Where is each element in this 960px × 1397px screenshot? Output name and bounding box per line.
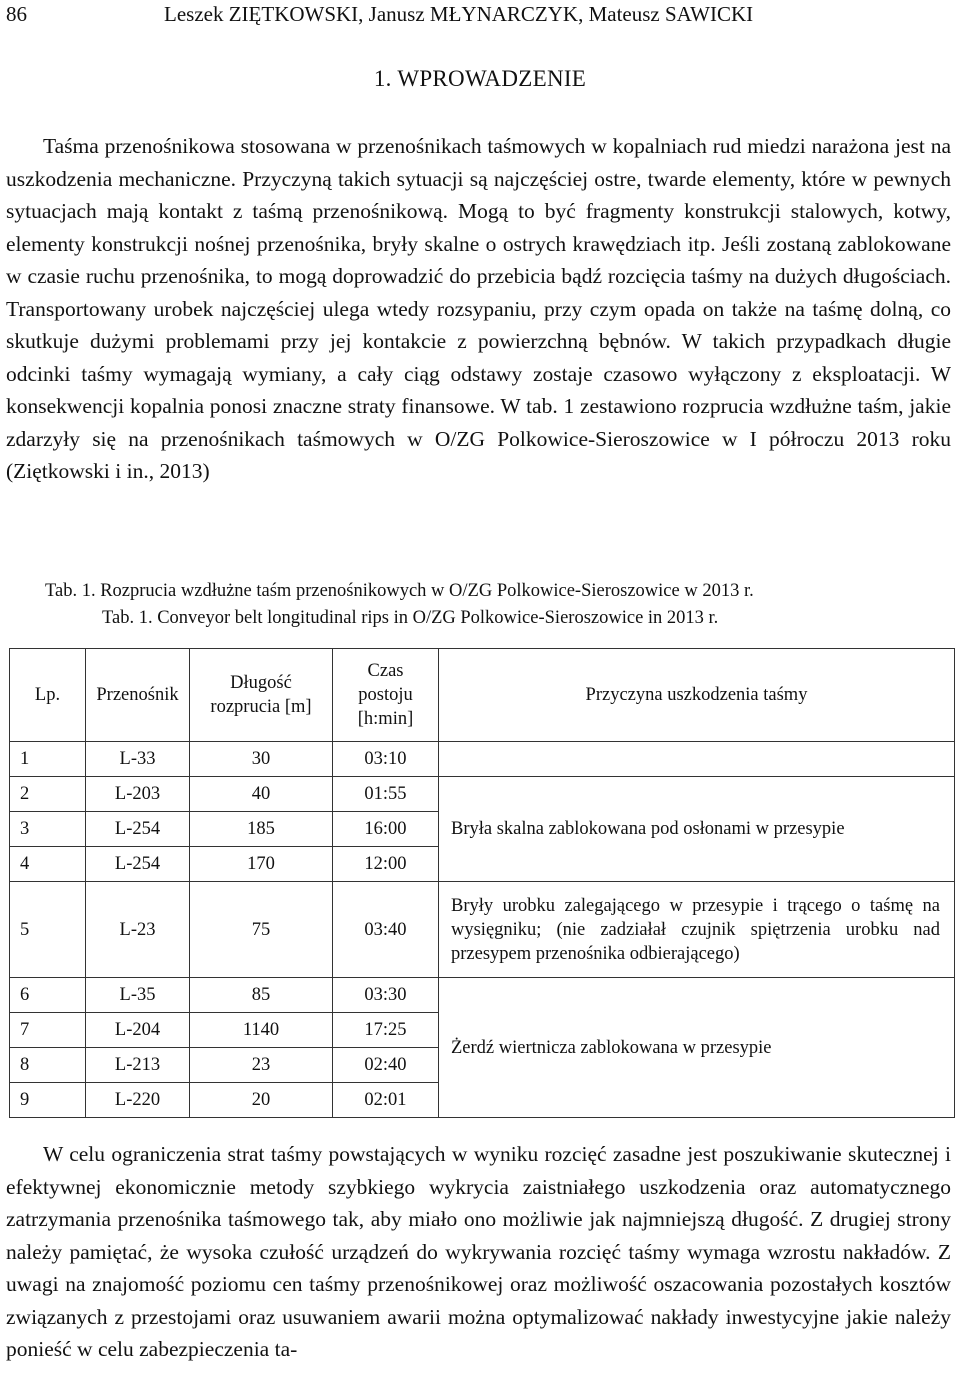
header-length-line2: rozprucia [m] <box>210 697 312 717</box>
cell-length: 40 <box>190 777 333 812</box>
cell-length: 23 <box>190 1048 333 1083</box>
page-number: 86 <box>6 2 27 26</box>
cell-conveyor: L-23 <box>86 882 190 978</box>
table-row <box>10 742 955 777</box>
table-row <box>10 882 955 978</box>
cell-downtime: 01:55 <box>333 777 439 812</box>
cell-lp: 4 <box>10 847 86 882</box>
section-heading: 1. WPROWADZENIE <box>373 66 587 91</box>
conclusion-paragraph: W celu ograniczenia strat taśmy powstających w wyniku rozcięć zasadne jest poszukiwanie skutecznej i efektywnej ekonomicznie metody szybkiego wykrycia zaistniałego uszkodzenia oraz automatycznego zatrzymania przenośnika taśmowego tak, aby miało ono możliwie jak najmniejszą długość. Z drugiej strony należy pamiętać, że wysoka czułość urządzeń do wykrywania rozcięć taśmy wymaga wzrostu nakładów. Z uwagi na znajomość poziomu cen taśmy przenośnikowej oraz możliwość oszacowania pozostałych kosztów związanych z przestojami oraz usuwaniem awarii można optymalizować nakłady inwestycyjne jakie należy ponieść w celu zabezpieczenia ta- <box>6 1142 951 1361</box>
cell-lp: 1 <box>10 742 86 777</box>
header-downtime <box>333 649 439 742</box>
cell-length: 75 <box>190 882 333 978</box>
belt-rips-table <box>9 648 955 1118</box>
header-authors: Leszek ZIĘTKOWSKI, Janusz MŁYNARCZYK, Mateusz SAWICKI <box>164 2 754 26</box>
cell-lp: 7 <box>10 1013 86 1048</box>
cell-downtime: 03:10 <box>333 742 439 777</box>
cell-conveyor: L-35 <box>86 978 190 1013</box>
cell-length: 30 <box>190 742 333 777</box>
header-cause: Przyczyna uszkodzenia taśmy <box>439 649 955 742</box>
cell-downtime: 03:40 <box>333 882 439 978</box>
cell-length: 1140 <box>190 1013 333 1048</box>
cell-cause <box>439 742 955 777</box>
cell-lp: 9 <box>10 1083 86 1118</box>
running-header <box>6 0 956 30</box>
cell-length: 170 <box>190 847 333 882</box>
cell-conveyor: L-254 <box>86 847 190 882</box>
header-downtime-line2: postoju <box>358 685 413 705</box>
cell-conveyor: L-220 <box>86 1083 190 1118</box>
header-downtime-line1: Czas <box>367 661 404 681</box>
cell-length: 185 <box>190 812 333 847</box>
cell-downtime: 02:01 <box>333 1083 439 1118</box>
cell-lp: 5 <box>10 882 86 978</box>
cell-cause: Bryła skalna zablokowana pod osłonami w przesypie <box>439 777 955 882</box>
cell-conveyor: L-204 <box>86 1013 190 1048</box>
table-row <box>10 978 955 1013</box>
cell-lp: 3 <box>10 812 86 847</box>
header-downtime-line3: [h:min] <box>357 709 414 729</box>
table-header-row <box>10 649 955 742</box>
cell-lp: 2 <box>10 777 86 812</box>
cell-cause: Bryły urobku zalegającego w przesypie i trącego o taśmę na wysięgniku; (nie zadziałał czujnik spiętrzenia urobku nad przesypem przenośnika odbierającego) <box>439 882 955 978</box>
cell-conveyor: L-213 <box>86 1048 190 1083</box>
cell-conveyor: L-203 <box>86 777 190 812</box>
cell-downtime: 16:00 <box>333 812 439 847</box>
cell-conveyor: L-33 <box>86 742 190 777</box>
cell-lp: 6 <box>10 978 86 1013</box>
cell-downtime: 03:30 <box>333 978 439 1013</box>
cell-downtime: 17:25 <box>333 1013 439 1048</box>
header-lp: Lp. <box>10 649 86 742</box>
table-caption-pl: Tab. 1. Rozprucia wzdłużne taśm przenośnikowych w O/ZG Polkowice-Sieroszowice w 2013 r. <box>45 581 754 601</box>
header-conveyor: Przenośnik <box>86 649 190 742</box>
cell-lp: 8 <box>10 1048 86 1083</box>
cell-cause: Żerdź wiertnicza zablokowana w przesypie <box>439 978 955 1118</box>
header-length-line1: Długość <box>230 673 292 693</box>
intro-paragraph: Taśma przenośnikowa stosowana w przenośnikach taśmowych w kopalniach rud miedzi narażona jest na uszkodzenia mechaniczne. Przyczyną takich sytuacji są najczęściej ostre, twarde elementy, które w pewnych sytuacjach mają kontakt z taśmą przenośnikową. Mogą to być fragmenty konstrukcji stalowych, kotwy, elementy konstrukcji nośnej przenośnika, bryły skalne o ostrych krawędziach itp. Jeśli zostaną zablokowane w czasie ruchu przenośnika, to mogą doprowadzić do przebicia bądź rozcięcia taśmy na dużych długościach. Transportowany urobek najczęściej ulega wtedy rozsypaniu, przy czym opada on także na taśmę dolną, co skutkuje dużymi problemami przy jej kontakcie z powierzchną bębnów. W takich przypadkach długie odcinki taśmy wymagają wymiany, a cały ciąg odstawy zostaje czasowo wyłączony z eksploatacji. W konsekwencji kopalnia ponosi znaczne straty finansowe. W tab. 1 zestawiono rozprucia wzdłużne taśm, jakie zdarzyły się na przenośnikach taśmowych w O/ZG Polkowice-Sieroszowice w I półroczu 2013 roku (Ziętkowski i in., 2013) <box>6 134 951 483</box>
table-row <box>10 777 955 812</box>
cell-length: 20 <box>190 1083 333 1118</box>
cell-downtime: 12:00 <box>333 847 439 882</box>
table-caption-en: Tab. 1. Conveyor belt longitudinal rips in O/ZG Polkowice-Sieroszowice in 2013 r. <box>102 608 719 628</box>
cell-length: 85 <box>190 978 333 1013</box>
cell-conveyor: L-254 <box>86 812 190 847</box>
header-length <box>190 649 333 742</box>
cell-downtime: 02:40 <box>333 1048 439 1083</box>
